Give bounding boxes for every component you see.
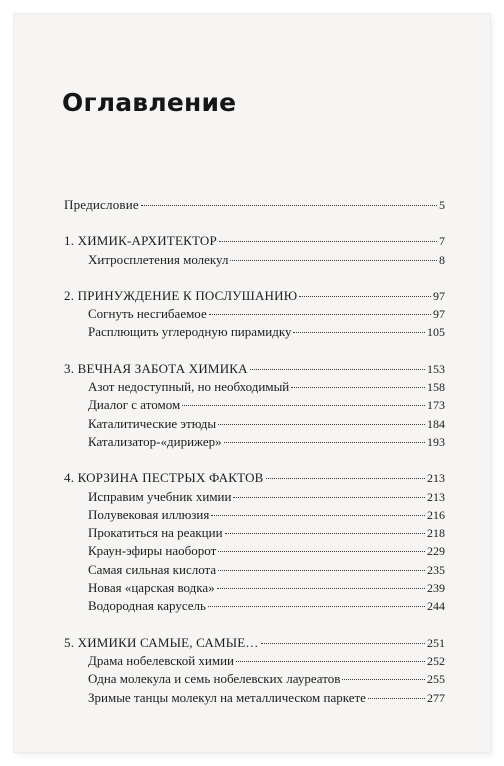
- toc-entry-title: Краун-эфиры наоборот: [88, 543, 217, 559]
- toc-entry: [64, 506, 445, 524]
- toc-entry-title: Зримые танцы молекул на металлическом паркете: [88, 689, 366, 705]
- book-page: [14, 14, 490, 752]
- toc-section: [64, 196, 445, 214]
- toc-page-number: 213: [427, 471, 445, 486]
- toc-page-number: 235: [427, 562, 445, 577]
- toc-chapter: [64, 360, 445, 378]
- toc-entry: [64, 396, 445, 414]
- toc-chapter: [64, 287, 445, 305]
- toc-page-number: 255: [427, 672, 445, 687]
- dot-leader: [236, 661, 425, 662]
- toc-page-number: 97: [433, 307, 445, 322]
- toc-entry-title: Самая сильная кислота: [88, 561, 217, 577]
- toc-entry-title: Катализатор-«дирижер»: [88, 433, 222, 449]
- toc-page-number: 251: [427, 635, 445, 650]
- toc-section: [64, 469, 445, 615]
- toc-page-number: 158: [427, 380, 445, 395]
- dot-leader: [141, 205, 437, 206]
- dot-leader: [342, 679, 425, 680]
- toc-entry-title: Полувековая иллюзия: [88, 506, 210, 522]
- toc-page-number: 8: [439, 252, 445, 267]
- dot-leader: [368, 698, 425, 699]
- dot-leader: [182, 405, 425, 406]
- toc-section: [64, 360, 445, 451]
- dot-leader: [261, 643, 425, 644]
- dot-leader: [224, 442, 425, 443]
- toc-page-number: 216: [427, 507, 445, 522]
- dot-leader: [233, 497, 425, 498]
- dot-leader: [211, 515, 425, 516]
- dot-leader: [266, 478, 425, 479]
- dot-leader: [209, 314, 431, 315]
- toc-page-number: 193: [427, 434, 445, 449]
- toc-page-number: 5: [439, 198, 445, 212]
- page-title: Оглавление: [62, 88, 237, 117]
- toc-entry-title: Расплющить углеродную пирамидку: [88, 324, 292, 340]
- toc-entry-title: Драма нобелевской химии: [88, 652, 235, 668]
- toc-entry-title: 2. ПРИНУЖДЕНИЕ К ПОСЛУШАНИЮ: [64, 287, 298, 303]
- toc-page-number: 105: [427, 325, 445, 340]
- toc-section: [64, 287, 445, 342]
- dot-leader: [293, 332, 425, 333]
- toc-entry-title: Каталитические этюды: [88, 415, 217, 431]
- toc-entry: [64, 597, 445, 615]
- toc-entry-title: Водородная карусель: [88, 598, 206, 614]
- toc-entry: [64, 433, 445, 451]
- toc-entry-title: 4. КОРЗИНА ПЕСТРЫХ ФАКТОВ: [64, 470, 264, 486]
- toc-entry-title: Новая «царская водка»: [88, 580, 215, 596]
- dot-leader: [291, 387, 425, 388]
- toc-entry: [64, 415, 445, 433]
- toc-entry-title: Предисловие: [64, 197, 139, 212]
- toc-chapter: [64, 634, 445, 652]
- toc-entry-title: Одна молекула и семь нобелевских лауреатов: [88, 671, 341, 687]
- toc-entry-title: Диалог с атомом: [88, 397, 181, 413]
- dot-leader: [219, 241, 437, 242]
- toc-entry-title: Азот недоступный, но необходимый: [88, 379, 290, 395]
- toc-page-number: 218: [427, 526, 445, 541]
- toc-page-number: 244: [427, 599, 445, 614]
- toc-entry: [64, 689, 445, 707]
- toc-page-number: 173: [427, 398, 445, 413]
- toc-page-number: 213: [427, 489, 445, 504]
- dot-leader: [225, 533, 425, 534]
- dot-leader: [218, 570, 425, 571]
- toc-page-number: 97: [433, 288, 445, 303]
- toc-entry: [64, 378, 445, 396]
- dot-leader: [230, 260, 437, 261]
- dot-leader: [218, 551, 425, 552]
- toc-entry: [64, 305, 445, 323]
- toc-page-number: 277: [427, 690, 445, 705]
- toc-entry: [64, 652, 445, 670]
- toc-entry: [64, 251, 445, 269]
- dot-leader: [250, 369, 425, 370]
- toc-entry: [64, 579, 445, 597]
- toc-page-number: 252: [427, 653, 445, 668]
- toc-page-number: 184: [427, 416, 445, 431]
- toc-page-number: 229: [427, 544, 445, 559]
- toc-chapter: [64, 469, 445, 487]
- dot-leader: [208, 606, 425, 607]
- toc-entry: [64, 542, 445, 560]
- toc-chapter: [64, 232, 445, 250]
- dot-leader: [218, 424, 425, 425]
- toc-section: [64, 232, 445, 269]
- toc-entry: [64, 561, 445, 579]
- toc-entry: [64, 524, 445, 542]
- toc-entry-title: Исправим учебник химии: [88, 488, 232, 504]
- toc-chapter: [64, 196, 445, 214]
- toc-page-number: 7: [439, 234, 445, 249]
- dot-leader: [299, 296, 431, 297]
- toc-entry-title: 1. ХИМИК-АРХИТЕКТОР: [64, 233, 217, 249]
- toc-entry-title: Согнуть несгибаемое: [88, 306, 207, 322]
- toc-entry-title: Прокатиться на реакции: [88, 525, 223, 541]
- dot-leader: [217, 588, 425, 589]
- toc-entry: [64, 323, 445, 341]
- toc-entry: [64, 670, 445, 688]
- toc-entry: [64, 488, 445, 506]
- table-of-contents: [64, 196, 445, 725]
- toc-entry-title: 5. ХИМИКИ САМЫЕ, САМЫЕ…: [64, 634, 259, 650]
- toc-page-number: 153: [427, 361, 445, 376]
- toc-page-number: 239: [427, 581, 445, 596]
- toc-entry-title: 3. ВЕЧНАЯ ЗАБОТА ХИМИКА: [64, 360, 248, 376]
- toc-section: [64, 634, 445, 707]
- toc-entry-title: Хитросплетения молекул: [88, 251, 229, 267]
